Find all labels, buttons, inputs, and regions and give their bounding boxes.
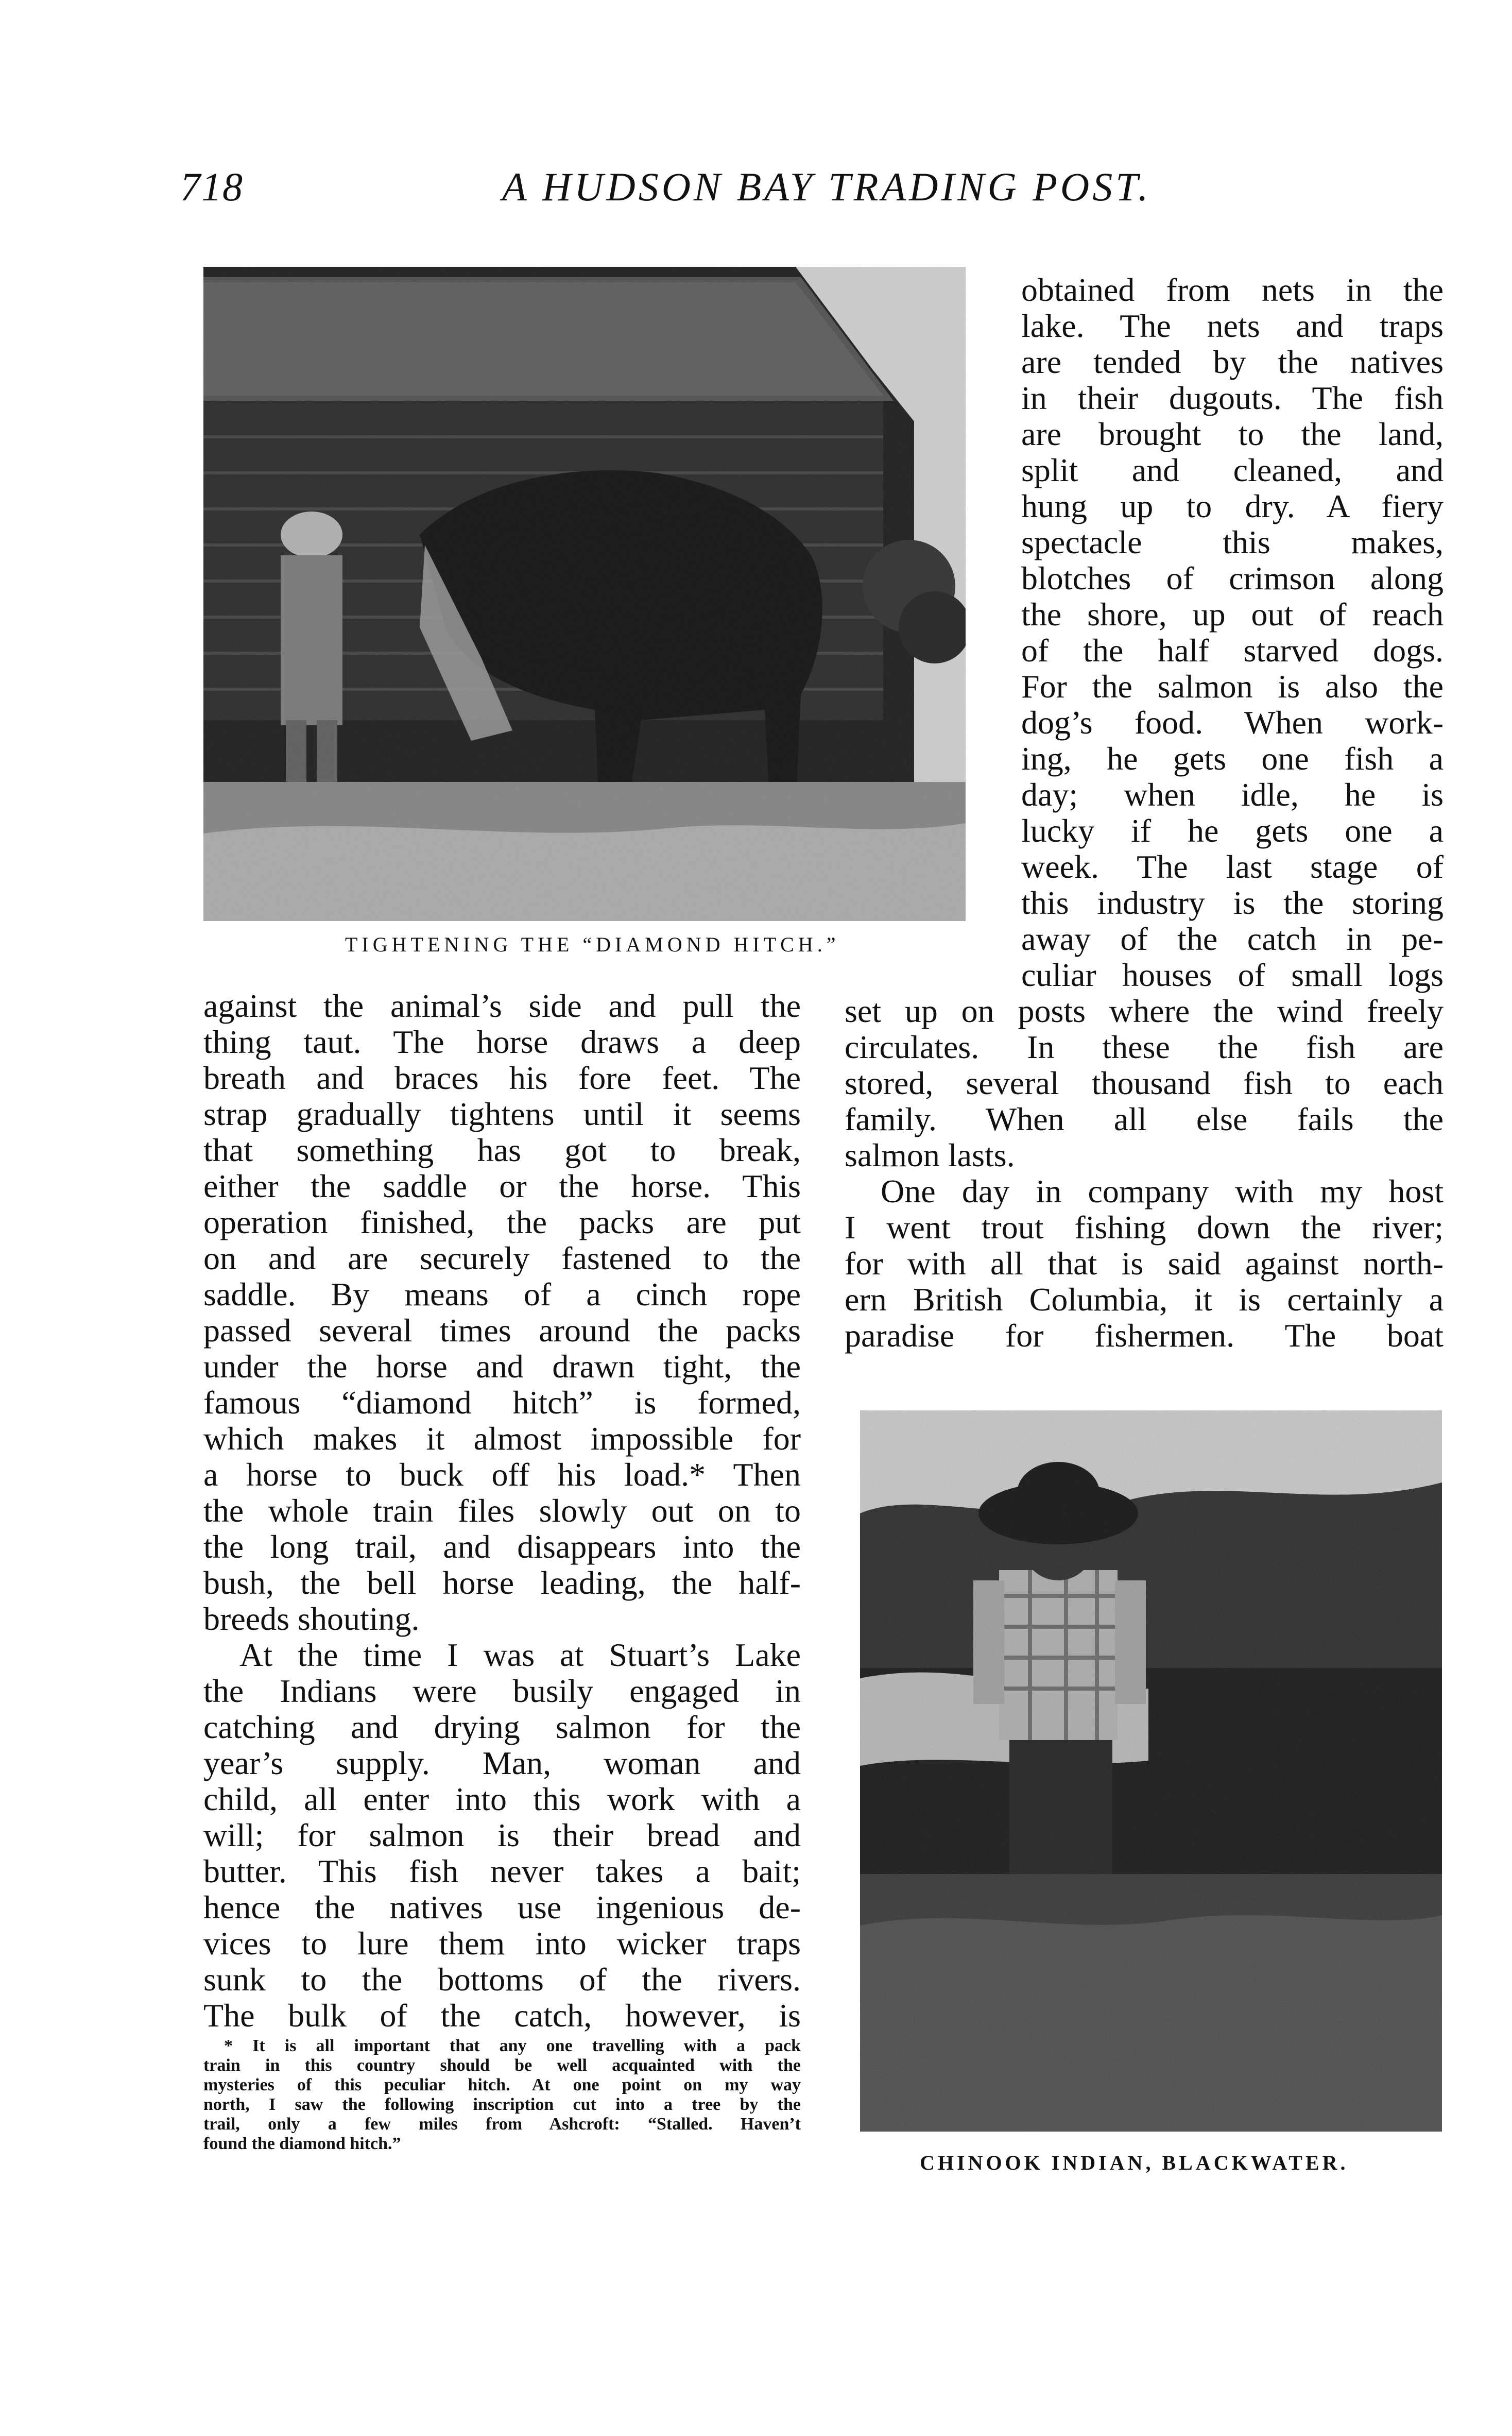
text-line: lake. The nets and traps bbox=[1021, 308, 1444, 344]
text-line: that something has got to break, bbox=[203, 1132, 801, 1168]
text-line: hence the natives use ingenious de- bbox=[203, 1889, 801, 1926]
text-line: stored, several thousand fish to each bbox=[845, 1065, 1444, 1101]
text-line: child, all enter into this work with a bbox=[203, 1781, 801, 1817]
text-line: spectacle this makes, bbox=[1021, 524, 1444, 560]
caption-diamond-hitch: TIGHTENING THE “DIAMOND HITCH.” bbox=[345, 933, 840, 956]
text-line: obtained from nets in the bbox=[1021, 272, 1444, 308]
text-line: sunk to the bottoms of the rivers. bbox=[203, 1962, 801, 1998]
text-line: away of the catch in pe- bbox=[1021, 921, 1444, 957]
photo-chinook-indian bbox=[860, 1410, 1442, 2132]
footnote-line: found the diamond hitch.” bbox=[203, 2134, 401, 2153]
text-line: One day in company with my host bbox=[881, 1173, 1444, 1210]
text-line: lucky if he gets one a bbox=[1021, 813, 1444, 849]
footnote-line: north, I saw the following inscription cut into a tree by the bbox=[203, 2095, 801, 2114]
text-line: week. The last stage of bbox=[1021, 849, 1444, 885]
text-line: ing, he gets one fish a bbox=[1021, 741, 1444, 777]
text-line: butter. This fish never takes a bait; bbox=[203, 1853, 801, 1889]
text-line: saddle. By means of a cinch rope bbox=[203, 1276, 801, 1313]
text-line: salmon lasts. bbox=[845, 1137, 1015, 1173]
text-line: circulates. In these the fish are bbox=[845, 1029, 1444, 1065]
text-line: culiar houses of small logs bbox=[1021, 957, 1444, 993]
text-line: of the half starved dogs. bbox=[1021, 633, 1444, 669]
text-line: the shore, up out of reach bbox=[1021, 597, 1444, 633]
right-column-middle bbox=[845, 993, 1444, 1354]
footnote-line: trail, only a few miles from Ashcroft: “Stalled. Haven’t bbox=[203, 2115, 801, 2134]
text-line: blotches of crimson along bbox=[1021, 560, 1444, 597]
left-column bbox=[203, 988, 801, 2034]
text-line: day; when idle, he is bbox=[1021, 777, 1444, 813]
text-line: for with all that is said against north- bbox=[845, 1246, 1444, 1282]
text-line: this industry is the storing bbox=[1021, 885, 1444, 921]
text-line: I went trout fishing down the river; bbox=[845, 1210, 1444, 1246]
text-line: dog’s food. When work- bbox=[1021, 705, 1444, 741]
page-number: 718 bbox=[180, 164, 244, 209]
text-line: a horse to buck off his load.* Then bbox=[203, 1457, 801, 1493]
text-line: hung up to dry. A fiery bbox=[1021, 488, 1444, 524]
text-line: breath and braces his fore feet. The bbox=[203, 1060, 801, 1096]
text-line: are tended by the natives bbox=[1021, 344, 1444, 380]
text-line: vices to lure them into wicker traps bbox=[203, 1926, 801, 1962]
footnote bbox=[203, 2036, 801, 2154]
text-line: under the horse and drawn tight, the bbox=[203, 1349, 801, 1385]
text-line: thing taut. The horse draws a deep bbox=[203, 1024, 801, 1060]
text-line: set up on posts where the wind freely bbox=[845, 993, 1444, 1029]
text-line: operation finished, the packs are put bbox=[203, 1204, 801, 1240]
text-line: For the salmon is also the bbox=[1021, 669, 1444, 705]
text-line: ern British Columbia, it is certainly a bbox=[845, 1282, 1444, 1318]
text-line: in their dugouts. The fish bbox=[1021, 380, 1444, 416]
footnote-line: * It is all important that any one travelling with a pack bbox=[224, 2036, 801, 2055]
text-line: family. When all else fails the bbox=[845, 1101, 1444, 1137]
text-line: split and cleaned, and bbox=[1021, 452, 1444, 488]
footnote-line: train in this country should be well acquainted with the bbox=[203, 2056, 801, 2075]
text-line: year’s supply. Man, woman and bbox=[203, 1745, 801, 1781]
footnote-line: mysteries of this peculiar hitch. At one point on my way bbox=[203, 2075, 801, 2094]
running-title: A HUDSON BAY TRADING POST. bbox=[502, 164, 1152, 209]
text-line: on and are securely fastened to the bbox=[203, 1240, 801, 1276]
text-line: the long trail, and disappears into the bbox=[203, 1529, 801, 1565]
text-line: breeds shouting. bbox=[203, 1601, 420, 1637]
text-line: strap gradually tightens until it seems bbox=[203, 1096, 801, 1132]
text-line: which makes it almost impossible for bbox=[203, 1421, 801, 1457]
text-line: bush, the bell horse leading, the half- bbox=[203, 1565, 801, 1601]
text-line: the whole train files slowly out on to bbox=[203, 1493, 801, 1529]
text-line: are brought to the land, bbox=[1021, 416, 1444, 452]
text-line: either the saddle or the horse. This bbox=[203, 1168, 801, 1204]
text-line: will; for salmon is their bread and bbox=[203, 1817, 801, 1853]
text-line: passed several times around the packs bbox=[203, 1313, 801, 1349]
text-line: The bulk of the catch, however, is bbox=[203, 1998, 801, 2034]
text-line: At the time I was at Stuart’s Lake bbox=[239, 1637, 801, 1673]
text-line: famous “diamond hitch” is formed, bbox=[203, 1385, 801, 1421]
caption-chinook-indian: CHINOOK INDIAN, BLACKWATER. bbox=[920, 2151, 1349, 2174]
text-line: against the animal’s side and pull the bbox=[203, 988, 801, 1024]
text-line: paradise for fishermen. The boat bbox=[845, 1318, 1444, 1354]
photo-diamond-hitch bbox=[203, 267, 966, 921]
right-column-top bbox=[1021, 272, 1444, 993]
text-line: the Indians were busily engaged in bbox=[203, 1673, 801, 1709]
text-line: catching and drying salmon for the bbox=[203, 1709, 801, 1745]
